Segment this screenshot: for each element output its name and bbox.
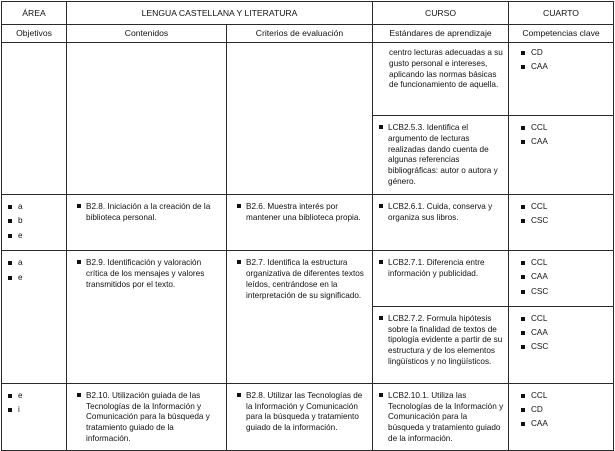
bullet-icon xyxy=(379,393,383,397)
curso-value: CUARTO xyxy=(509,2,614,25)
contenido-text: B2.8. Iniciación a la creación de la biblioteca personal. xyxy=(86,202,211,222)
objetivos-cell xyxy=(2,383,67,450)
standard-cell xyxy=(373,43,509,116)
bullet-icon xyxy=(237,260,241,264)
competencia-item: CCL xyxy=(519,123,607,134)
col-objetivos: Objetivos xyxy=(2,25,67,43)
competencia-item: CCL xyxy=(519,314,607,325)
table-row xyxy=(2,43,614,116)
objetivo-item: e xyxy=(6,273,60,284)
objetivos-cell xyxy=(2,251,67,384)
criterio-text: B2.6. Muestra interés por mantener una biblioteca propia. xyxy=(246,202,361,222)
standard-text: LCB2.7.2. Formula hipótesis sobre la finalidad de textos de tipología evidente a partir de su estructura y de los elementos lingüísticos y no lingüísticos. xyxy=(388,313,503,366)
bullet-icon xyxy=(379,260,383,264)
competencias-cell xyxy=(509,116,614,195)
criterio-text: B2.7. Identifica la estructura organizativa de diferentes textos leídos, centrándose en la interpretación de su significado. xyxy=(246,258,364,300)
competencia-item: CAA xyxy=(519,419,607,430)
competencia-item: CAA xyxy=(519,137,607,148)
standard-text: LCB2.7.1. Diferencia entre información y publicidad. xyxy=(388,258,485,278)
bullet-icon xyxy=(77,393,81,397)
table-row xyxy=(2,383,614,450)
bullet-icon xyxy=(237,204,241,208)
col-contenidos: Contenidos xyxy=(67,25,227,43)
competencias-cell xyxy=(509,195,614,251)
objetivo-item: e xyxy=(6,391,60,402)
competencia-item: CCL xyxy=(519,391,607,402)
objetivo-item: i xyxy=(6,405,60,416)
competencia-item: CAA xyxy=(519,272,607,283)
competencia-item: CSC xyxy=(519,342,607,353)
competencia-item: CCL xyxy=(519,258,607,269)
table-row xyxy=(2,195,614,251)
competencia-item: CD xyxy=(519,48,607,59)
col-criterios: Criterios de evaluación xyxy=(227,25,373,43)
competencias-cell xyxy=(509,43,614,116)
contenido-cell xyxy=(67,383,227,450)
standard-text: LCB2.10.1. Utiliza las Tecnologías de la Información y Comunicación para la búsqueda y tratamiento guiado de la información. xyxy=(388,390,504,443)
competencias-cell xyxy=(509,383,614,450)
objetivos-cell xyxy=(2,43,67,195)
criterio-cell xyxy=(227,383,373,450)
column-header-row xyxy=(2,25,614,43)
standard-text: centro lecturas adecuadas a su gusto personal e intereses, aplicando las normas básicas de funcionamiento de aquella. xyxy=(389,48,503,90)
competencia-item: CCL xyxy=(519,202,607,213)
contenido-cell xyxy=(67,195,227,251)
objetivo-item: a xyxy=(6,202,60,213)
criterio-cell xyxy=(227,195,373,251)
standard-cell xyxy=(373,251,509,307)
curriculum-table xyxy=(1,1,614,451)
contenido-cell xyxy=(67,251,227,384)
competencia-item: CSC xyxy=(519,287,607,298)
col-competencias: Competencias clave xyxy=(509,25,614,43)
criterio-cell xyxy=(227,43,373,195)
bullet-icon xyxy=(379,125,383,129)
objetivo-item: e xyxy=(6,231,60,242)
competencia-item: CAA xyxy=(519,62,607,73)
standard-cell xyxy=(373,195,509,251)
standard-cell xyxy=(373,306,509,383)
bullet-icon xyxy=(379,316,383,320)
bullet-icon xyxy=(237,393,241,397)
subject-title: LENGUA CASTELLANA Y LITERATURA xyxy=(67,2,373,25)
table-row xyxy=(2,251,614,307)
bullet-icon xyxy=(77,260,81,264)
standard-text: LCB2.6.1. Cuida, conserva y organiza sus libros. xyxy=(388,202,493,222)
curso-label: CURSO xyxy=(373,2,509,25)
competencias-cell xyxy=(509,306,614,383)
competencia-item: CSC xyxy=(519,216,607,227)
objetivos-cell xyxy=(2,195,67,251)
objetivo-item: b xyxy=(6,216,60,227)
criterio-cell xyxy=(227,251,373,384)
col-estandares: Estándares de aprendizaje xyxy=(373,25,509,43)
competencia-item: CAA xyxy=(519,328,607,339)
standard-text: LCB2.5.3. Identifica el argumento de lecturas realizadas dando cuenta de algunas referencias bibliográficas: autor o autora y género. xyxy=(388,123,498,186)
header-row xyxy=(2,2,614,25)
contenido-text: B2.9. Identificación y valoración crítica de los mensajes y valores transmitidos por el texto. xyxy=(86,258,205,289)
competencia-item: CD xyxy=(519,405,607,416)
objetivo-item: a xyxy=(6,258,60,269)
competencias-cell xyxy=(509,251,614,307)
area-label: ÁREA xyxy=(2,2,67,25)
standard-cell xyxy=(373,116,509,195)
bullet-icon xyxy=(379,204,383,208)
contenido-cell xyxy=(67,43,227,195)
standard-cell xyxy=(373,383,509,450)
contenido-text: B2.10. Utilización guiada de las Tecnologías de la Información y Comunicación para la búsqueda y tratamiento guiado de la información. xyxy=(86,390,210,443)
criterio-text: B2.8. Utilizar las Tecnologías de la Información y Comunicación para la búsqueda y tratamiento guiado de la información. xyxy=(246,390,363,433)
bullet-icon xyxy=(77,204,81,208)
